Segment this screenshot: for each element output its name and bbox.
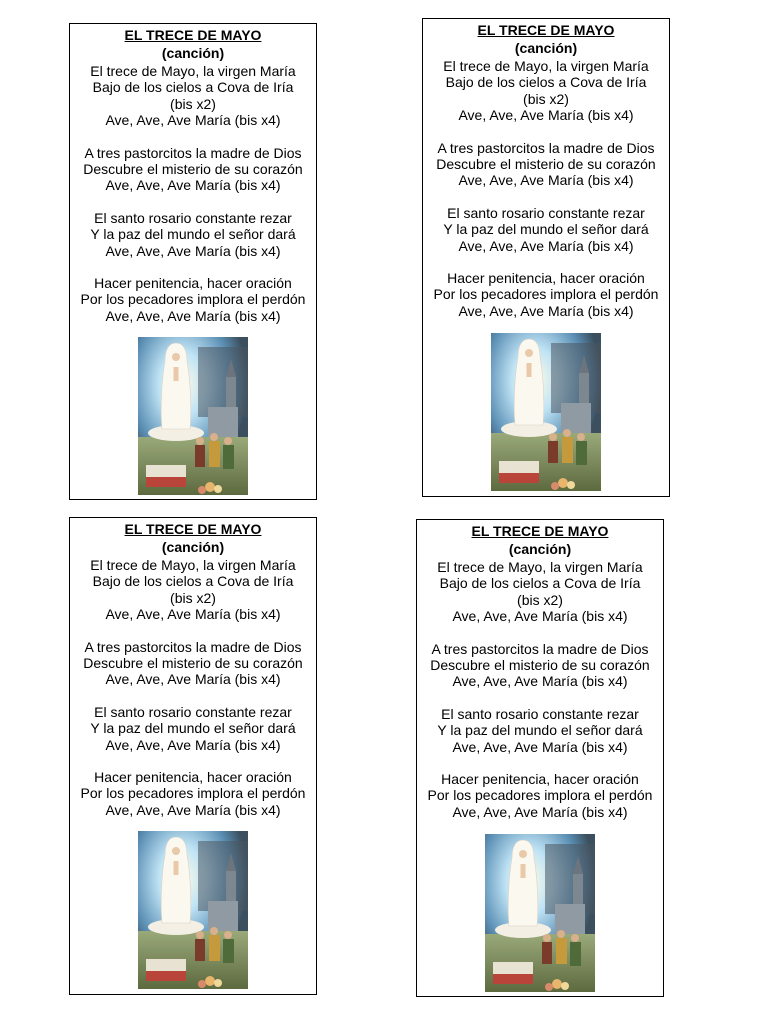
- lyric-line: Y la paz del mundo el señor dará: [90, 720, 296, 737]
- lyric-line: Bajo de los cielos a Cova de Iría: [92, 573, 294, 590]
- virgin-of-fatima-image: [138, 831, 248, 989]
- lyric-line: Por los pecadores implora el perdón: [80, 785, 306, 802]
- lyric-line: A tres pastorcitos la madre de Dios: [431, 640, 649, 657]
- lyric-line: A tres pastorcitos la madre de Dios: [437, 139, 655, 156]
- lyric-line: Hacer penitencia, hacer oración: [94, 769, 292, 786]
- lyric-line: El trece de Mayo, la virgen María: [443, 58, 649, 74]
- lyric-line: Bajo de los cielos a Cova de Iría: [445, 74, 647, 91]
- stanza-3: [417, 706, 663, 755]
- lyric-line: Hacer penitencia, hacer oración: [447, 270, 645, 287]
- lyric-line: Bajo de los cielos a Cova de Iría: [439, 575, 641, 592]
- stanza-1: [423, 58, 669, 124]
- stanza-4: [423, 270, 669, 319]
- card-title: EL TRECE DE MAYO: [471, 523, 609, 539]
- lyric-line: El trece de Mayo, la virgen María: [90, 557, 296, 573]
- lyric-line: Y la paz del mundo el señor dará: [90, 226, 296, 243]
- song-card-3: [69, 517, 317, 995]
- lyric-line: Descubre el misterio de su corazón: [83, 161, 303, 178]
- lyric-line: Hacer penitencia, hacer oración: [441, 771, 639, 788]
- lyric-line: El santo rosario constante rezar: [94, 209, 292, 226]
- lyric-line: (bis x2): [170, 95, 216, 112]
- lyric-line: A tres pastorcitos la madre de Dios: [84, 638, 302, 655]
- lyric-line: Ave, Ave, Ave María (bis x4): [105, 606, 281, 623]
- stanza-2: [70, 639, 316, 688]
- lyric-line: Por los pecadores implora el perdón: [433, 286, 659, 303]
- stanza-2: [70, 145, 316, 194]
- stanza-3: [423, 205, 669, 254]
- card-subtitle: (canción): [508, 541, 572, 557]
- lyric-line: Ave, Ave, Ave María (bis x4): [105, 801, 281, 818]
- stanza-2: [417, 641, 663, 690]
- stanza-1: [70, 557, 316, 623]
- stanza-3: [70, 704, 316, 753]
- lyric-line: Y la paz del mundo el señor dará: [437, 722, 643, 739]
- lyric-line: Descubre el misterio de su corazón: [430, 657, 650, 674]
- lyric-line: El trece de Mayo, la virgen María: [437, 559, 643, 575]
- lyric-line: Ave, Ave, Ave María (bis x4): [105, 112, 281, 129]
- lyric-line: Ave, Ave, Ave María (bis x4): [458, 107, 634, 124]
- lyric-line: Ave, Ave, Ave María (bis x4): [452, 803, 628, 820]
- lyric-line: Ave, Ave, Ave María (bis x4): [105, 736, 281, 753]
- lyric-line: (bis x2): [517, 591, 563, 608]
- card-title: EL TRECE DE MAYO: [477, 22, 615, 38]
- lyric-line: A tres pastorcitos la madre de Dios: [84, 144, 302, 161]
- lyric-line: Ave, Ave, Ave María (bis x4): [105, 242, 281, 259]
- stanza-4: [70, 275, 316, 324]
- lyric-line: El santo rosario constante rezar: [441, 705, 639, 722]
- song-card-2: [422, 18, 670, 497]
- lyric-line: Ave, Ave, Ave María (bis x4): [452, 673, 628, 690]
- stanza-4: [70, 769, 316, 818]
- stanza-4: [417, 771, 663, 820]
- lyric-line: Ave, Ave, Ave María (bis x4): [105, 307, 281, 324]
- lyric-line: El santo rosario constante rezar: [94, 703, 292, 720]
- lyric-line: Ave, Ave, Ave María (bis x4): [458, 172, 634, 189]
- lyric-line: (bis x2): [170, 589, 216, 606]
- card-subtitle: (canción): [514, 40, 578, 56]
- stanza-1: [417, 559, 663, 625]
- lyric-line: Hacer penitencia, hacer oración: [94, 275, 292, 292]
- virgin-of-fatima-image: [485, 834, 595, 992]
- card-title: EL TRECE DE MAYO: [124, 521, 262, 537]
- song-card-1: [69, 23, 317, 500]
- stanza-2: [423, 140, 669, 189]
- lyric-line: Ave, Ave, Ave María (bis x4): [452, 608, 628, 625]
- lyric-line: (bis x2): [523, 90, 569, 107]
- lyric-line: Descubre el misterio de su corazón: [436, 156, 656, 173]
- card-subtitle: (canción): [161, 45, 225, 61]
- card-subtitle: (canción): [161, 539, 225, 555]
- lyric-line: Ave, Ave, Ave María (bis x4): [105, 177, 281, 194]
- stanza-3: [70, 210, 316, 259]
- lyric-line: Ave, Ave, Ave María (bis x4): [458, 237, 634, 254]
- stanza-1: [70, 63, 316, 129]
- lyric-line: Descubre el misterio de su corazón: [83, 655, 303, 672]
- lyric-line: Por los pecadores implora el perdón: [80, 291, 306, 308]
- song-card-4: [416, 519, 664, 997]
- lyric-line: El santo rosario constante rezar: [447, 204, 645, 221]
- lyric-line: Y la paz del mundo el señor dará: [443, 221, 649, 238]
- virgin-of-fatima-image: [138, 337, 248, 495]
- card-title: EL TRECE DE MAYO: [124, 27, 262, 43]
- lyric-line: Ave, Ave, Ave María (bis x4): [458, 302, 634, 319]
- lyric-line: Bajo de los cielos a Cova de Iría: [92, 79, 294, 96]
- lyric-line: El trece de Mayo, la virgen María: [90, 63, 296, 79]
- lyric-line: Ave, Ave, Ave María (bis x4): [105, 671, 281, 688]
- virgin-of-fatima-image: [491, 333, 601, 491]
- lyric-line: Ave, Ave, Ave María (bis x4): [452, 738, 628, 755]
- lyric-line: Por los pecadores implora el perdón: [427, 787, 653, 804]
